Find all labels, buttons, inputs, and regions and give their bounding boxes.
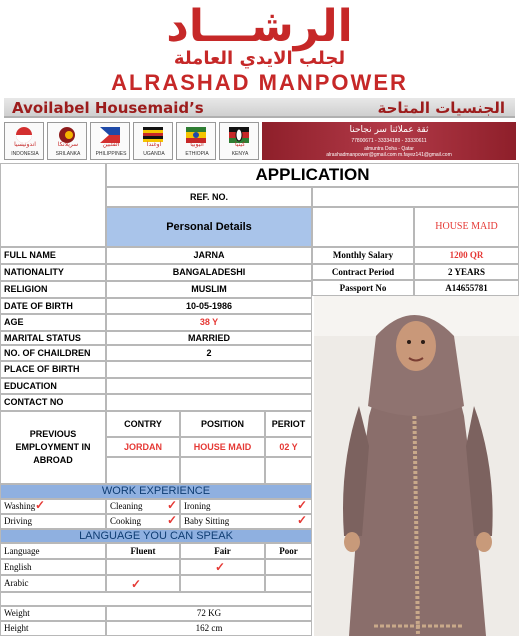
skill-label: Cleaning	[110, 501, 143, 511]
lang-level-cell	[106, 575, 180, 592]
check-icon: ✓	[35, 499, 46, 512]
field-label: CONTACT NO	[0, 394, 106, 411]
lang-level-cell	[180, 575, 265, 592]
skill-cell	[0, 514, 106, 529]
email-addresses: alrashadmanpower@gmail.com m.fayez141@gmail.com	[326, 152, 452, 158]
flag-ar-label: كينيا	[234, 141, 246, 148]
skill-label: Baby Sitting	[184, 516, 230, 526]
field-value	[106, 394, 312, 411]
prev-employment-label: PREVIOUS EMPLOYMENT IN ABROAD	[0, 411, 106, 484]
ref-no-value	[312, 187, 519, 207]
height-value: 162 cm	[106, 621, 312, 636]
header-banner	[0, 0, 519, 120]
right-info-label: Monthly Salary	[312, 247, 414, 264]
available-label-ar: الجنسيات المتاحة	[377, 99, 505, 117]
flag-label: ETHIOPIA	[185, 151, 209, 157]
skill-label: Driving	[4, 516, 32, 526]
prev-col-header: POSITION	[180, 411, 265, 437]
person-photo-icon	[314, 296, 519, 636]
weight-value: 72 KG	[106, 606, 312, 621]
passport-no-value: A14655781	[414, 280, 519, 296]
nationality-flags	[0, 120, 519, 162]
flag-card-indonesia	[4, 122, 44, 160]
skill-label: Washing	[4, 501, 36, 511]
ref-no-label: REF. NO.	[106, 187, 312, 207]
age-value: 38 Y	[106, 314, 312, 331]
arabic-subtitle: لجلب الايدي العاملة	[173, 48, 346, 69]
field-label: AGE	[0, 314, 106, 331]
flag-label: SRILANKA	[55, 151, 81, 157]
right-info-label: Contract Period	[312, 264, 414, 280]
flag-label: UGANDA	[143, 151, 165, 157]
contact-banner	[262, 122, 516, 160]
field-label: NO. OF CHAILDREN	[0, 345, 106, 361]
field-value	[106, 361, 312, 378]
field-value: BANGALADESHI	[106, 264, 312, 281]
skill-cell	[106, 499, 180, 514]
check-icon: ✓	[167, 499, 178, 512]
available-nationalities-bar	[4, 98, 515, 118]
lang-col-header: Fluent	[106, 543, 180, 559]
field-label: MARITAL STATUS	[0, 331, 106, 345]
job-spacer	[312, 207, 414, 247]
check-icon: ✓	[297, 499, 308, 512]
flag-ar-label: اوغندا	[146, 141, 162, 148]
lang-col-header: Poor	[265, 543, 312, 559]
top-left-blank	[0, 163, 106, 247]
flag-card-philippines	[90, 122, 130, 160]
field-label: FULL NAME	[0, 247, 106, 264]
field-value: MARRIED	[106, 331, 312, 345]
flag-card-ethiopia	[176, 122, 216, 160]
prev-position: HOUSE MAID	[180, 437, 265, 457]
prev-col-header: CONTRY	[106, 411, 180, 437]
flag-card-uganda	[133, 122, 173, 160]
weight-label: Weight	[0, 606, 106, 621]
field-value: 10-05-1986	[106, 298, 312, 314]
right-info-label: Passport No	[312, 280, 414, 296]
slogan: ثقة عملائنا سر نجاحنا	[349, 125, 429, 135]
prev-country: JORDAN	[106, 437, 180, 457]
lang-col-header: Language	[0, 543, 106, 559]
skill-cell	[0, 499, 106, 514]
flag-label: PHILIPPINES	[95, 151, 127, 157]
prev-empty-cell	[265, 457, 312, 484]
language-name: English	[0, 559, 106, 575]
job-title: HOUSE MAID	[414, 207, 519, 247]
field-label: PLACE OF BIRTH	[0, 361, 106, 378]
available-label-en: Avoilabel Housemaid’s	[12, 99, 204, 117]
contract-period-value: 2 YEARS	[414, 264, 519, 280]
prev-col-header: PERIOT	[265, 411, 312, 437]
lang-level-cell	[106, 559, 180, 575]
flag-card-kenya	[219, 122, 259, 160]
skill-cell	[180, 499, 312, 514]
height-label: Height	[0, 621, 106, 636]
prev-period: 02 Y	[265, 437, 312, 457]
lang-level-cell	[265, 559, 312, 575]
skill-cell	[180, 514, 312, 529]
prev-empty-cell	[180, 457, 265, 484]
skill-label: Cooking	[110, 516, 142, 526]
lang-level-cell	[265, 575, 312, 592]
field-value: MUSLIM	[106, 281, 312, 298]
check-icon: ✓	[131, 577, 142, 591]
field-label: NATIONALITY	[0, 264, 106, 281]
check-icon: ✓	[215, 560, 226, 574]
personal-details-heading: Personal Details	[106, 207, 312, 247]
language-name: Arabic	[0, 575, 106, 592]
prev-empty-cell	[106, 457, 180, 484]
check-icon: ✓	[167, 514, 178, 527]
phone-numbers: 77800671 - 33334189 - 33330611	[351, 138, 427, 144]
field-value	[106, 378, 312, 394]
flag-ar-label: سريلانكا	[57, 141, 79, 148]
location: almuntra Doha - Qatar	[364, 146, 414, 152]
flag-card-srilanka	[47, 122, 87, 160]
lang-col-header: Fair	[180, 543, 265, 559]
work-experience-heading: WORK EXPERIENCE	[0, 484, 312, 499]
spacer-row	[0, 592, 312, 606]
company-name: ALRASHAD MANPOWER	[111, 70, 408, 95]
skill-label: Ironing	[184, 501, 211, 511]
field-value: JARNA	[106, 247, 312, 264]
check-icon: ✓	[297, 514, 308, 527]
field-label: EDUCATION	[0, 378, 106, 394]
flag-label: KENYA	[231, 151, 249, 157]
field-value: 2	[106, 345, 312, 361]
field-label: DATE OF BIRTH	[0, 298, 106, 314]
flag-label: INDONESIA	[11, 151, 39, 157]
monthly-salary-value: 1200 QR	[414, 247, 519, 264]
field-label: RELIGION	[0, 281, 106, 298]
lang-level-cell	[180, 559, 265, 575]
form-title: APPLICATION	[106, 163, 519, 187]
candidate-photo	[314, 296, 519, 636]
flag-ar-label: الفلبين	[102, 141, 120, 148]
arabic-title: الرشـــاد	[166, 1, 353, 52]
flag-ar-label: اثيوبيا	[190, 141, 204, 148]
skill-cell	[106, 514, 180, 529]
language-heading: LANGUAGE YOU CAN SPEAK	[0, 529, 312, 543]
flag-ar-label: اندونيسيا	[14, 141, 36, 148]
